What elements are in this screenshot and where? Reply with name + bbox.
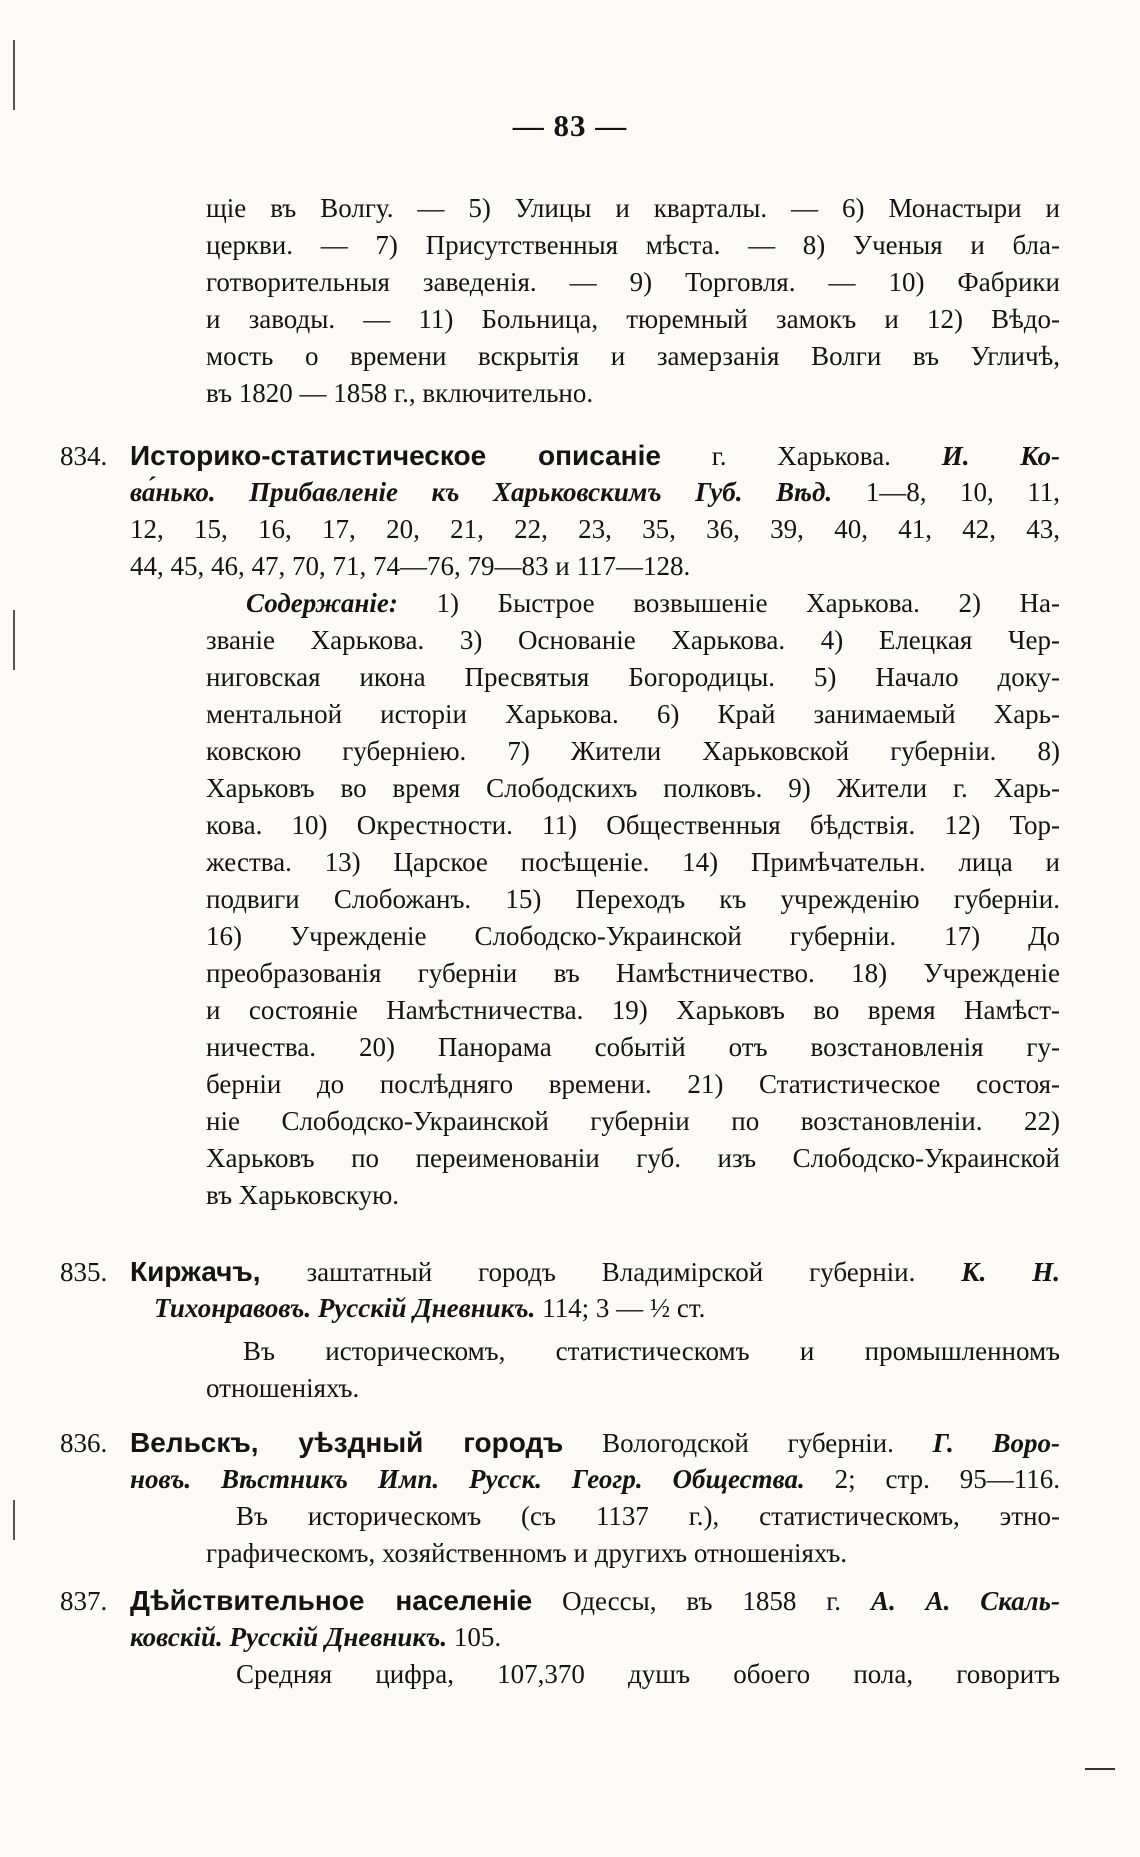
entry-number: 837. bbox=[60, 1586, 108, 1616]
content-line: ковскою губерніею. 7) Жители Харьковской губерніи. 8) bbox=[206, 736, 1060, 766]
entry-source-line bbox=[60, 1290, 1060, 1327]
content-line: подвиги Слобожанъ. 15) Переходъ къ учрежденію губерніи. bbox=[206, 884, 1060, 914]
entry-836 bbox=[60, 1424, 1060, 1572]
content-line: ничества. 20) Панорама событій отъ возстановленія гу- bbox=[206, 1032, 1060, 1062]
entry-source: новъ. Вѣстникъ Имп. Русск. Геогр. Общества. bbox=[130, 1464, 805, 1494]
entry-source: Тихонравовъ. Русскій Дневникъ. bbox=[154, 1293, 536, 1323]
entry-issues: 114; 3 — ½ ст. bbox=[542, 1293, 706, 1323]
content-line: въ Харьковскую. bbox=[206, 1180, 400, 1210]
entry-source-line bbox=[60, 474, 1060, 511]
entry-number: 836. bbox=[60, 1428, 108, 1458]
entry-title: Киржачъ, bbox=[130, 1256, 261, 1287]
entry-author: Г. Воро- bbox=[932, 1428, 1061, 1458]
entry-heading-line bbox=[60, 1424, 1060, 1461]
text-line: и заводы. — 11) Больница, тюремный замокъ и 12) Вѣдо- bbox=[206, 304, 1060, 334]
content-line: жества. 13) Царское посѣщеніе. 14) Примѣчательн. лица и bbox=[206, 847, 1060, 877]
entry-title: Дѣйствительное населеніе bbox=[130, 1585, 533, 1616]
description-line: Въ историческомъ (съ 1137 г.), статистическомъ, этно- bbox=[236, 1501, 1060, 1531]
page-number: — 83 — bbox=[512, 108, 628, 143]
entry-author: К. Н. bbox=[961, 1257, 1060, 1287]
entry-heading-line bbox=[60, 1253, 1060, 1290]
content-line: берніи до послѣдняго времени. 21) Статистическое состоя- bbox=[206, 1069, 1060, 1099]
entry-subject: заштатный городъ Владимірской губерніи. bbox=[306, 1257, 916, 1287]
content-line: ментальной исторіи Харькова. 6) Край занимаемый Харь- bbox=[206, 699, 1060, 729]
description-line: графическомъ, хозяйственномъ и другихъ отношеніяхъ. bbox=[206, 1538, 848, 1568]
content-line: званіе Харькова. 3) Основаніе Харькова. 4) Елецкая Чер- bbox=[206, 625, 1060, 655]
entry-title: Историко-статистическое описаніе bbox=[130, 440, 661, 471]
entry-number: 835. bbox=[60, 1257, 108, 1287]
entry-number: 834. bbox=[60, 441, 108, 471]
content-line: 16) Учрежденіе Слободско-Украинской губерніи. 17) До bbox=[206, 921, 1060, 951]
text-line: щіе въ Волгу. — 5) Улицы и кварталы. — 6) Монастыри и bbox=[206, 193, 1060, 223]
entry-subject: Вологодской губерніи. bbox=[602, 1428, 894, 1458]
scan-edge-line bbox=[13, 1500, 15, 1540]
entry-source: ва́нько. Прибавленіе къ Харьковскимъ Губ. Вѣд. bbox=[130, 477, 833, 507]
content-line: кова. 10) Окрестности. 11) Общественныя бѣдствія. 12) Тор- bbox=[206, 810, 1060, 840]
content-line: ніе Слободско-Украинской губерніи по возстановленіи. 22) bbox=[206, 1106, 1060, 1136]
content-line bbox=[60, 585, 1060, 622]
entry-source: ковскій. Русскій Дневникъ. bbox=[130, 1622, 448, 1652]
content-text: 1) Быстрое возвышеніе Харькова. 2) На- bbox=[436, 588, 1061, 618]
entry-heading-line bbox=[60, 1582, 1060, 1619]
description-line: отношеніяхъ. bbox=[206, 1373, 360, 1403]
scan-mark bbox=[1085, 1768, 1115, 1770]
scan-edge-line bbox=[13, 40, 15, 110]
scan-edge-line bbox=[13, 610, 15, 670]
entry-835 bbox=[60, 1253, 1060, 1407]
entry-author: А. А. Скаль- bbox=[870, 1586, 1060, 1616]
entry-subject: Одессы, въ 1858 г. bbox=[562, 1586, 842, 1616]
content-line: ниговская икона Пресвятыя Богородицы. 5) Начало доку- bbox=[206, 662, 1060, 692]
entry-title: Вельскъ, уѣздный городъ bbox=[130, 1427, 564, 1458]
entry-subject: г. Харькова. bbox=[711, 441, 891, 471]
entry-source-line bbox=[60, 1461, 1060, 1498]
content-line: Харьковъ по переименованіи губ. изъ Слободско-Украинской bbox=[206, 1143, 1060, 1173]
text-line: мость о времени вскрытія и замерзанія Волги въ Угличѣ, bbox=[206, 341, 1060, 371]
text-line: готворительныя заведенія. — 9) Торговля. — 10) Фабрики bbox=[206, 267, 1060, 297]
content-label: Содержаніе: bbox=[246, 588, 398, 618]
entry-issues: 2; стр. 95—116. bbox=[834, 1464, 1060, 1494]
entry-issues: 1—8, 10, 11, bbox=[865, 477, 1061, 507]
description-line: Въ историческомъ, статистическомъ и промышленномъ bbox=[243, 1336, 1060, 1366]
entry-834 bbox=[60, 437, 1060, 1214]
text-line: церкви. — 7) Присутственныя мѣста. — 8) Ученыя и бла- bbox=[206, 230, 1060, 260]
content-line: и состояніе Намѣстничества. 19) Харьковъ во время Намѣст- bbox=[206, 995, 1060, 1025]
entry-issues-line: 12, 15, 16, 17, 20, 21, 22, 23, 35, 36, 39, 40, 41, 42, 43, bbox=[130, 514, 1060, 544]
intro-paragraph bbox=[60, 190, 1060, 412]
entry-author: И. Ко- bbox=[941, 441, 1060, 471]
content-line: преобразованія губерніи въ Намѣстничество. 18) Учрежденіе bbox=[206, 958, 1060, 988]
entry-source-line bbox=[60, 1619, 1060, 1656]
text-line: въ 1820 — 1858 г., включительно. bbox=[206, 378, 594, 408]
entry-issues-line: 44, 45, 46, 47, 70, 71, 74—76, 79—83 и 117—128. bbox=[130, 551, 691, 581]
entry-issues: 105. bbox=[453, 1622, 502, 1652]
description-line: Средняя цифра, 107,370 душъ обоего пола, говоритъ bbox=[236, 1659, 1060, 1689]
entry-heading-line bbox=[60, 437, 1060, 474]
entry-837 bbox=[60, 1582, 1060, 1693]
content-line: Харьковъ во время Слободскихъ полковъ. 9) Жители г. Харь- bbox=[206, 773, 1060, 803]
